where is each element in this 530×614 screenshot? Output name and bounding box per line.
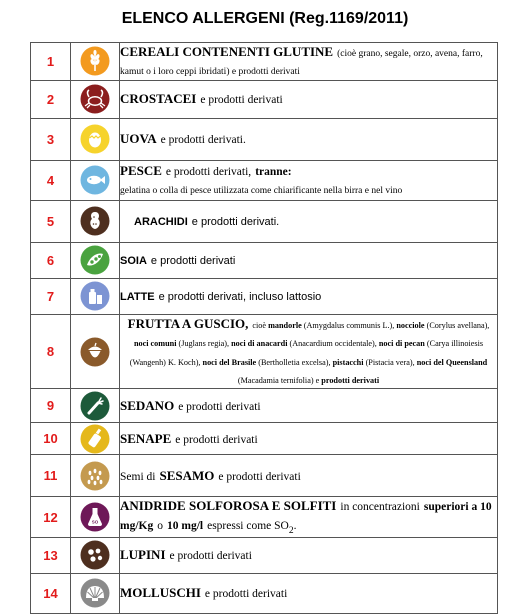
allergen-description: CROSTACEI e prodotti derivati [120,80,498,118]
allergen-number: 7 [31,278,71,314]
allergen-description: ANIDRIDE SOLFOROSA E SOLFITI in concentrazioni superiori a 10 mg/Kg o 10 mg/l espressi come $SO_2$. [120,497,498,538]
table-row [31,278,498,314]
sesame-icon [80,461,110,491]
page-title: ELENCO ALLERGENI (Reg.1169/2011) [121,10,409,27]
mustard-icon [80,424,110,454]
allergen-description: FRUTTA A GUSCIO, cioè mandorle (Amygdalus communis L.), nocciole (Corylus avellana), noci comuni (Juglans regia), noci di anacardi (Anacardium occidentale), noci di pecan (Carya illinoiesis (Wangenh) K. Koch), noci del Brasile (Bertholletia excelsa), pistacchi (Pistacia vera), noci del Queensland (Macadamia ternifolia) e prodotti derivati [120,314,498,389]
allergen-number: 3 [31,118,71,160]
allergen-description: Semi di SESAMO e prodotti derivati [120,455,498,497]
sulphite-flask-icon [80,502,110,532]
allergen-description: PESCE e prodotti derivati, tranne: gelatina o colla di pesce utilizzata come chiarificante nella birra e nel vino [120,160,498,200]
allergen-description: SEDANO e prodotti derivati [120,389,498,423]
shell-icon [80,578,110,608]
table-row [31,423,498,455]
table-row [31,160,498,200]
svg-text:SO: SO [91,519,99,525]
allergen-description: LUPINI e prodotti derivati [120,537,498,573]
crab-icon [80,84,110,114]
celery-icon [80,391,110,421]
table-row [31,455,498,497]
allergen-number: 9 [31,389,71,423]
acorn-nut-icon [80,337,110,367]
table-row [31,314,498,389]
peanut-icon [80,206,110,236]
table-row [31,573,498,613]
allergen-number: 14 [31,573,71,613]
allergen-description: ARACHIDI e prodotti derivati. [120,200,498,242]
table-row [31,537,498,573]
table-row [31,200,498,242]
allergen-number: 13 [31,537,71,573]
lupin-icon [80,540,110,570]
fish-icon [80,165,110,195]
allergen-detail: cioè mandorle (Amygdalus communis L.), nocciole (Corylus avellana), noci comuni (Juglans regia), noci di anacardi (Anacardium occidentale), noci di pecan (Carya illinoiesis (Wangenh) K. Koch), noci del Brasile (Bertholletia excelsa), pistacchi (Pistacia vera), noci del Queensland (Macadamia ternifolia) e prodotti derivati [129,320,490,385]
table-row [31,497,498,538]
allergen-number: 11 [31,455,71,497]
table-row [31,118,498,160]
allergen-description: MOLLUSCHI e prodotti derivati [120,573,498,613]
allergen-number: 8 [31,314,71,389]
milk-icon [80,281,110,311]
allergen-description: LATTE e prodotti derivati, incluso lattosio [120,278,498,314]
wheat-icon [80,46,110,76]
allergen-number: 5 [31,200,71,242]
table-row [31,242,498,278]
allergen-description: SOIA e prodotti derivati [120,242,498,278]
allergen-number: 2 [31,80,71,118]
allergen-number: 1 [31,43,71,81]
soy-icon [80,245,110,275]
allergen-number: 10 [31,423,71,455]
egg-icon [80,124,110,154]
allergen-number: 4 [31,160,71,200]
table-row [31,43,498,81]
allergen-description: UOVA e prodotti derivati. [120,118,498,160]
table-row [31,80,498,118]
allergen-number: 6 [31,242,71,278]
allergen-number: 12 [31,497,71,538]
allergen-description: SENAPE e prodotti derivati [120,423,498,455]
allergen-description: CEREALI CONTENENTI GLUTINE (cioè grano, segale, orzo, avena, farro, kamut o i loro ceppi ibridati) e prodotti derivati [120,43,498,81]
table-row [31,389,498,423]
allergen-table [30,42,498,614]
